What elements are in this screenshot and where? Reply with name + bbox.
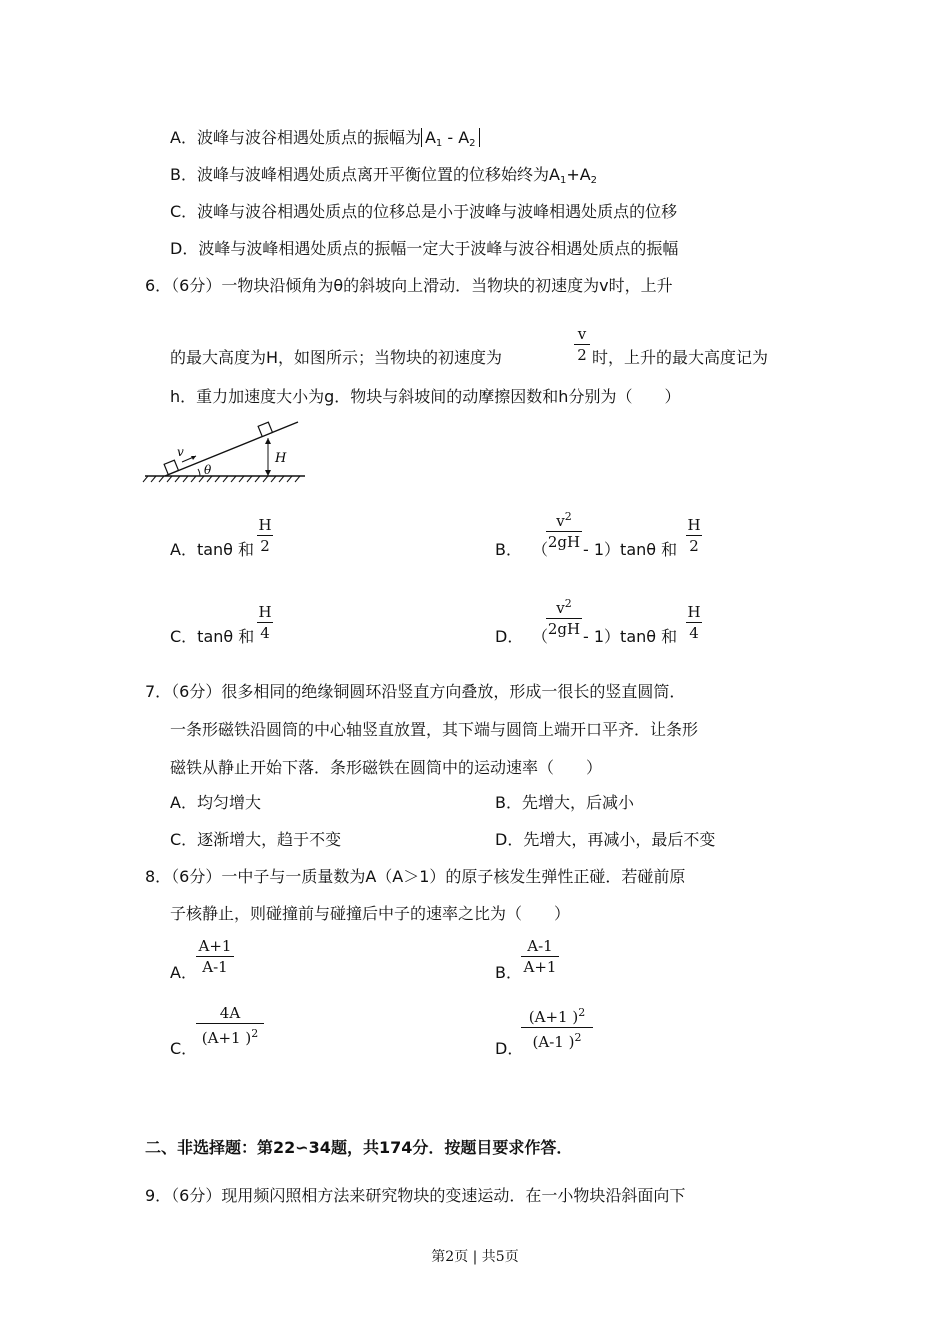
q5-b-plus: +A [566,165,591,184]
q6-option-b-rest: - 1）tanθ 和 [583,540,678,559]
section-2-heading: 二、非选择题：第22∽34题，共174分．按题目要求作答． [145,1138,573,1157]
q7-option-c: C．逐渐增大，趋于不变 [170,830,342,849]
q5-b-sub2: 2 [590,175,598,186]
height-arrow-up [265,438,271,444]
q8-option-d-label: D． [495,1039,524,1058]
block-top [258,422,272,436]
fraction-bar [521,1027,593,1028]
fraction-bar [546,531,582,532]
q5-option-c: C．波峰与波谷相遇处质点的位移总是小于波峰与波峰相遇处质点的位移 [170,202,678,221]
q6-option-d-label: D． [495,627,524,646]
q8-c-den-sup: 2 [251,1027,259,1040]
q5-option-d: D．波峰与波峰相遇处质点的振幅一定大于波峰与波谷相遇处质点的振幅 [170,239,679,258]
q6-c-num: H [258,603,272,621]
q6-b-num2: H [687,516,701,534]
q6-option-b-label: B． [495,540,522,559]
fig-label-H: H [275,451,287,466]
q9-line1: 9．（6分）现用频闪照相方法来研究物块的变速运动．在一小物块沿斜面向下 [145,1186,686,1205]
q7-line3: 磁铁从静止开始下落．条形磁铁在圆筒中的运动速率（ ） [170,758,603,777]
q8-c-den: (A+1 ) [201,1029,252,1047]
q8-d-num-sup: 2 [578,1006,586,1019]
q5-a-sub2: 2 [469,138,476,149]
q8-c-num: 4A [219,1004,241,1022]
q6-frac-den: 2 [577,346,587,364]
fraction-bar [196,956,234,957]
q6-a-num: H [258,516,272,534]
q8-d-den: (A-1 ) [532,1033,575,1051]
q6-line3: h．重力加速度大小为g．物块与斜坡间的动摩擦因数和h分别为（ ） [170,387,681,406]
q5-b-sub1: 1 [559,175,567,186]
q6-c-den: 4 [260,624,270,642]
q8-option-c-label: C． [170,1039,198,1058]
q6-d-den2: 4 [689,624,699,642]
q6-d-num2: H [687,603,701,621]
q5-a-minus: - A [442,128,470,147]
q5-option-a-abs-expr [421,128,480,147]
q8-option-b-label: B． [495,963,522,982]
q8-option-c-fraction [196,1004,264,1047]
q8-line1: 8．（6分）一中子与一质量数为A（A＞1）的原子核发生弹性正碰．若碰前原 [145,867,686,886]
fraction-bar [257,535,273,536]
q6-a-den: 2 [260,537,270,555]
q6-fraction-v-over-2 [574,325,590,364]
q6-line1: 6．（6分）一物块沿倾角为θ的斜坡向上滑动．当物块的初速度为v时，上升 [145,276,673,295]
q6-d-den: 2gH [547,620,581,638]
q6-option-a-label: A．tanθ 和 [170,540,255,559]
q7-line1: 7．（6分）很多相同的绝缘铜圆环沿竖直方向叠放，形成一很长的竖直圆筒． [145,682,686,701]
q6-line2a: 的最大高度为H，如图所示；当物块的初速度为 [170,348,503,367]
q6-b-num: v [556,512,565,530]
q5-option-b [170,165,597,191]
fig-label-theta: θ [204,463,212,477]
height-arrow-down [265,470,271,476]
ground-hatch [143,476,300,482]
block-bottom [164,460,178,474]
fraction-bar [521,956,559,957]
q7-line2: 一条形磁铁沿圆筒的中心轴竖直放置，其下端与圆筒上端开口平齐．让条形 [170,720,699,739]
q6-option-c-label: C．tanθ 和 [170,627,255,646]
q5-option-a-text: A．波峰与波谷相遇处质点的振幅为 [170,128,421,147]
q8-option-a-label: A． [170,963,197,982]
q6-incline-figure [140,418,310,488]
q6-frac-num: v [577,325,587,343]
q8-b-num: A-1 [527,937,553,955]
q8-b-den: A+1 [523,958,557,976]
fig-label-v: v [177,445,184,459]
q8-option-a-fraction [196,937,234,976]
q6-option-d-fraction [546,595,582,638]
fraction-bar [574,344,590,345]
q6-option-b-fraction [546,508,582,551]
q8-option-d-fraction [521,1004,593,1051]
q5-option-a [170,128,480,154]
q6-d-num: v [556,599,565,617]
q6-option-c-fraction [257,603,273,642]
q6-option-d-open: （ [532,627,549,646]
q7-option-d: D．先增大，再减小，最后不变 [495,830,716,849]
q8-option-b-fraction [521,937,559,976]
incline-line [165,422,298,476]
q7-option-b: B．先增大，后减小 [495,793,634,812]
angle-arc [198,469,200,476]
page-footer: 第2页 | 共5页 [431,1249,519,1265]
q8-d-den-sup: 2 [574,1031,582,1044]
q6-b-den: 2gH [547,533,581,551]
q6-option-b-fraction2 [686,516,702,555]
q7-option-a: A．均匀增大 [170,793,261,812]
q6-option-d-fraction2 [686,603,702,642]
fraction-bar [686,622,702,623]
fraction-bar [546,618,582,619]
q6-d-num-sup: 2 [564,597,572,610]
q6-option-a-fraction [257,516,273,555]
fraction-bar [196,1023,264,1024]
q6-b-num-sup: 2 [564,510,572,523]
q5-a-expr-a: A [424,128,436,147]
q6-option-d-rest: - 1）tanθ 和 [583,627,678,646]
fraction-bar [686,535,702,536]
fraction-bar [257,622,273,623]
q8-d-num: (A+1 ) [528,1008,579,1026]
q6-line2b: 时，上升的最大高度记为 [592,348,769,367]
q6-b-den2: 2 [689,537,699,555]
q8-a-num: A+1 [198,937,232,955]
q6-option-b-open: （ [532,540,549,559]
q5-a-sub1: 1 [435,138,443,149]
q5-option-b-text: B．波峰与波峰相遇处质点离开平衡位置的位移始终为A [170,165,560,184]
q8-a-den: A-1 [202,958,228,976]
q8-line2: 子核静止，则碰撞前与碰撞后中子的速率之比为（ ） [170,904,571,923]
